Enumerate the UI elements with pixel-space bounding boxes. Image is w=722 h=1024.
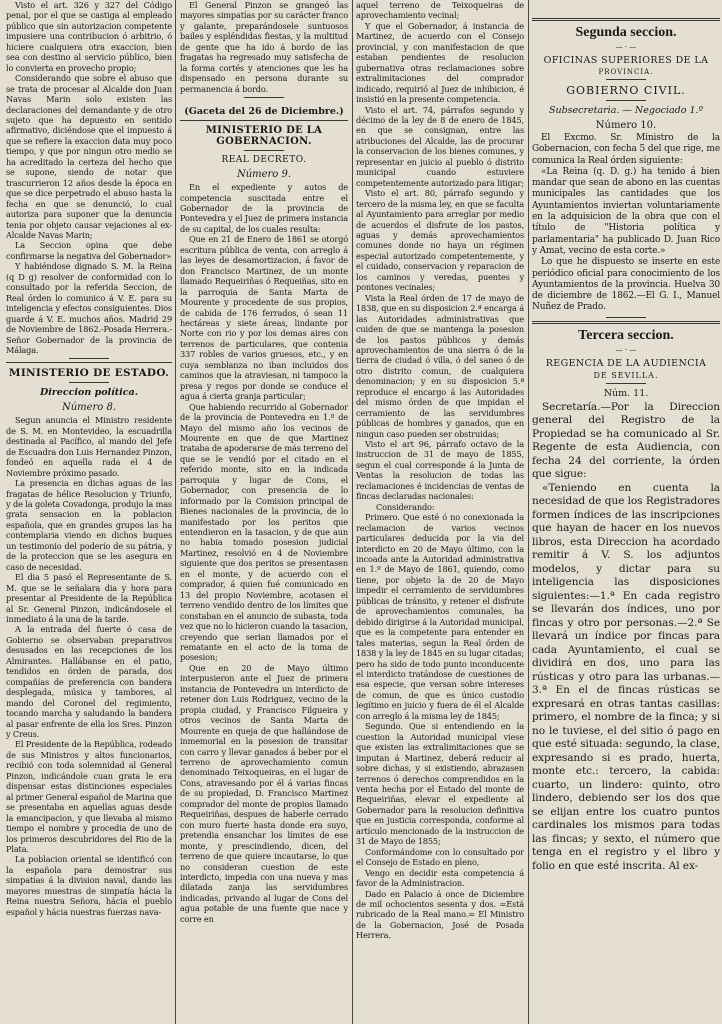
- column-divider: [528, 0, 529, 1024]
- paragraph: aquel terreno de Teixoqueiras de aprovechamiento vecinal;: [356, 0, 524, 21]
- paragraph: Visto el art 96, párrafo octavo de la instruccion de 31 de mayo de 1855, segun el cual corresponde á la Junta de Ventas la resolucion de todas las reclamaciones é incidencias de ventas de fincas declaradas nacionales:: [356, 439, 524, 502]
- paragraph: «Teniendo en cuenta la necesidad de que los Registradores formen índices de las inscripciones que hayan de hacer en los nuevos libros, esta Direccion ha acordado remitir á V. S. los adjuntos modelos, y dictar para su inteligencia las disposiciones siguientes:—1.ª En cada registro se llevarán dos índices, uno por fincas y otro por personas.—2.ª Se llevará un índice por fincas para cada Ayuntamiento, el cual se dividirá en dos, uno para las rústicas y otro para las urbanas.—3.ª En el de fincas rústicas se expresará en otras tantas casillas: primero, el nombre de la finca; y si no le tuviese, el del sitio ó pago en que esté situada: segundo, la clase, expresando si es prado, huerta, monte etc.: tercero, la cabida: cuarto, un lindero: quinto, otro lindero, debiendo ser los dos que se elijan entre los cuatro puntos cardinales los mismos para todas las fincas; y sexto, el número que tenga en el registro y el libro y folio en que esté inscrita. Al ex-: [532, 481, 720, 872]
- paragraph: La presencia en dichas aguas de las fragatas de hélice Resolucion y Triunfo, y de la goleta Covadonga, produjo la mas grata sensacion en la poblacion española, que en grandes grupos las ha contemplaria viendo en dichos buques un testimonio del poderío de su pátria, y de la proteccion que se les asegura en caso de necesidad.: [6, 478, 172, 572]
- subheading: REGENCIA DE LA AUDIENCIA: [545, 357, 707, 369]
- number-heading: Número 9.: [236, 169, 292, 181]
- paragraph: Conformándome con lo consultado por el Consejo de Estado en pleno,: [356, 846, 524, 868]
- column-divider: [175, 0, 176, 1024]
- paragraph: Lo que he dispuesto se inserte en este periódico oficial para conocimiento de los Ayuntamientos de la provincia. Huelva 30 de diciembre de 1862.—El G. I., Manuel Nuñez de Prado.: [532, 257, 720, 313]
- separator: [244, 97, 284, 98]
- paragraph: Dado en Palacio á once de Diciembre de mil ochocientos sesenta y dos. =Está rubricado de la Real mano.= El Ministro de la Gobernacion, José de Posada Herrera.: [356, 888, 524, 941]
- ornament: — · —: [615, 345, 637, 354]
- paragraph: Secretaría.—Por la Direccion general del Registro de la Propiedad se ha comunicado al Sr. Regente de esta Audiencia, con fecha 24 del corriente, la órden que sigue:: [532, 400, 720, 481]
- paragraph: Y que el Gobernador, á instancia de Martinez, de acuerdo con el Consejo provincial, y con manifestacion de que estaban pendientes de resolucion gubernativa otras reclamaciones sobre extralimitaciones del comprador indicado, requirió al Juez de inhibicion, é insistió en la presente competencia.: [356, 20, 524, 105]
- subheading: DE SEVILLA.: [593, 370, 659, 380]
- paragraph: La poblacion oriental se identificó con la española para demostrar sus simpatías á la division naval, dando las mayores muestras de simpatía hácia la Reina nuestra Señora, hácia el pueblo español y hácia nuestras fuerzas nava-: [6, 854, 172, 917]
- paragraph: El Presidente de la República, rodeado de sus Ministros y altos funcionarios, recibió con toda solemnidad al General Pinzon, indicándole cuan grata le era dispensar estas distinciones especiales al primer General español de Marina que se presentaba en aquellas aguas desde la emancipacion, y que llevaba al mismo tiempo el nombre y procedia de uno de los primeros descubridores del Rio de la Plata.: [6, 739, 172, 854]
- paragraph: Segundo. Que si entendiendo en la cuestion la Autoridad municipal viese que existen las extralimitaciones que se imputan á Martinez, deberá reducir al sobre dichas, y si existiendo, abrazasen terrenos ó derechos comprendidos en la venta hecha por el Estado del monte de Requeiriñas, elevar el expediente al Gobernador para la resolucion definitiva que en justicia corresponda, conforme al artículo mencionado de la instruccion de 31 de Mayo de 1855;: [356, 721, 524, 847]
- separator: [606, 100, 646, 101]
- subheading: OFICINAS SUPERIORES DE LA: [543, 55, 709, 66]
- number-heading: Núm. 11.: [603, 387, 649, 399]
- column-1: [6, 0, 172, 1024]
- paragraph: El dia 5 pasó el Representante de S. M. que se le señalara dia y hora para presentar al Presidente de la República al Sr. General Pinzon, indicándosele el inmediato á la una de la tarde.: [6, 572, 172, 625]
- separator: [69, 382, 109, 383]
- section-heading: MINISTERIO DE LA GOBERNACION.: [205, 125, 323, 148]
- subheading: PROVINCIA.: [598, 68, 654, 76]
- paragraph: A la entrada del fuerte ó casa de Gobierno se observaban preparativos desusados en las recepciones de los Almirantes. Hallábanse en el patio, tendidos en órden de parada, dos compañías de preferencia con bandera desplegada, música y tambores, al mando del Coronel del regimiento, tocando marcha y saludando la bandera al pasar enfrente de ella los Sres. Pinzon y Creus.: [6, 624, 172, 739]
- column-2: [180, 0, 348, 1024]
- separator: [244, 150, 284, 151]
- paragraph: Visto el art. 326 y 327 del Código penal, por el que se castiga al empleado público que sin autorizacion competente impusiere una contribucion ó arbitrio, ó hiciere cualquiera otra exaccion, bien sea con destino al servicio público, bien lo convierta en provecho propio;: [6, 0, 172, 73]
- section-heading: Tercera seccion.: [578, 327, 674, 343]
- paragraph: El General Pinzon se grangeó las mayores simpatías por su carácter franco y galante, preparándosele suntuosos bailes y espléndidas fiestas, y la multitud de gente que ha ido á bordo de las fragatas ha regresado muy satisfecha de la forma cortés y atenciones que les ha dispensado en persona durante su permanencia á bordo.: [180, 0, 348, 94]
- paragraph: En el expediente y autos de competencia suscitada entre el Gobernador de la provincia de Pontevedra y el Juez de primera instancia de su capital, de los cuales resulta:: [180, 182, 348, 234]
- separator: [180, 120, 348, 121]
- ornament: — · —: [615, 43, 637, 51]
- paragraph: El Excmo. Sr. Ministro de la Gobernacion, con fecha 5 del que rige, me comunica la Real órden siguiente:: [532, 133, 720, 166]
- subheading: GOBIERNO CIVIL.: [566, 84, 686, 97]
- paragraph: «La Reina (q. D. g.) ha tenido á bien mandar que sean de abono en las cuentas municipales las cantidades que los Ayuntamientos inviertan voluntariamente en la adquisicion de la obra que con el título de "Historia política y parlamentaria" ha publicado D. Juan Rico y Amat, vecino de esta corte.»: [532, 166, 720, 256]
- paragraph: Considerando:: [376, 501, 435, 512]
- paragraph: Vengo en decidir esta competencia á favor de la Administracion.: [356, 867, 524, 889]
- subheading: REAL DECRETO.: [221, 155, 307, 166]
- paragraph: Visto el art. 80, párrafo segundo y tercero de la misma ley, en que se faculta al Ayuntamiento para arreglar por medio de acuerdos el disfrute de los pastos, aguas y demás aprovechamientos comunes donde no haya un régimen especial autorizado competentemente, y el cuidado, conservacion y reparacion de los caminos y veredas, puentes y pontones vecinales;: [356, 188, 524, 293]
- section-heading: MINISTERIO DE ESTADO.: [8, 367, 170, 380]
- paragraph: Y habiéndose dignado S. M. la Reina (q D g) resolver de conformidad con lo consultado por la referida Seccion, de Real órden lo comunico á V. E. para su inteligencia y efectos consiguientes. Dios guarde á V. E. muchos años. Madrid 29 de Noviembre de 1862.-Posada Herrera.-Señor Gobernador de la provincia de Málaga.: [6, 261, 172, 355]
- column-divider: [352, 0, 353, 1024]
- paragraph: Vista la Real órden de 17 de mayo de 1838, que en su disposicion 2.ª encarga á las Autoridades administrativas que cuiden de que se mantenga la posesion de los pastos públicos y demás aprovechamientos de una sierra ó de la tierra de ciudad ó villa, ó del saneo ó de otro distrito comun, de cualquiera denominacion; y en su disposicion 5.ª reproduce el encargo á las Autoridades del mismo órden de que impidan el cerramiento de las servidumbres públicas de hombres y ganados, que en ningun caso pueden ser obstruidas;: [356, 292, 524, 439]
- subheading: Subsecretaria. — Negociado 1.º: [548, 105, 704, 116]
- number-heading: Número 10.: [595, 120, 657, 131]
- separator: [606, 317, 646, 318]
- paragraph: Visto el art. 74, párrafos segundo y décimo de la ley de 8 de enero de 1845, en que se consignan, entre las atribuciones del Alcalde, las de procurar la conservacion de los bienes comunes, y representar en juicio al pueblo ó distrito municipal cuando estuviere competentemente autorizado para litigar;: [356, 104, 524, 188]
- gazette-date: (Gaceta del 26 de Diciembre.): [184, 106, 344, 118]
- section-heading: Segunda seccion.: [575, 25, 677, 40]
- separator: [532, 321, 720, 324]
- column-4: [532, 0, 720, 1024]
- paragraph: Que en 21 de Enero de 1861 se otorgó escritura pública de venta, con arreglo á las leyes de desamortizacion, á favor de don Francisco Martinez, de un monte llamado Requeiriñas ó Requeiñas, sito en la parroquia de Santa Marta de Mourente y procedente de sus propios, de cabida de 176 ferrados, ó sean 11 hectáreas y siete áreas, lindante por Norte con rio y por los demas aires con terrenos de particulares, que contenia 337 robles de varios gruesos, etc., y en cuya semblanza no iban incluidos dos caminos que la atraviesan, ni tampoco la presa y regos por donde se conduce el agua á cierta granja particular;: [180, 234, 348, 402]
- paragraph: Que habiendo recurrido al Gobernador de la provincia de Pontevedra en 1.º de Mayo del mismo año los vecinos de Mourente en que de que Martinez trataba de apoderarse de más terreno del que se le vendió por el citado en el referido monte, sito en la indicada parroquia y lugar de Cons, el Gobernador, con presencia de lo informado por la Comision principal de Bienes nacionales de la provincia, de lo manifestado por los peritos que entendieron en la tasacion, y de que aun no habia tomado posesion judicial Martinez, resolvió en 4 de Noviembre siguiente que dos peritos se presentasen en el monte, y de acuerdo con el comprador, á quien fué comunicado en 13 del propio Noviembre, acotasen el terreno vendido dentro de los límites que constaban en el anuncio de subasta, toda vez que no lo hicieron cuando la tasacion, creyendo que serian llamados por el rematante en el acto de la toma de posesion;: [180, 401, 348, 663]
- separator: [69, 358, 109, 359]
- separator: [532, 18, 720, 21]
- separator: [606, 383, 646, 384]
- number-heading: Número 8.: [61, 402, 117, 414]
- paragraph: Que en 20 de Mayo último interpusieron ante el Juez de primera instancia de Pontevedra un interdicto de retener don Luis Rodriguez, vecino de la propia ciudad, y Francisco Filgueira y otros vecinos de Santa Marta de Mourente en queja de que hallándose de inmemorial en la posesion de transitar con carro y llevar ganados á beber por el terreno de aprovechamiento comun denominado Teixoqueiras, en el lugar de Cons, atravesando por él á varias fincas de su propiedad, D. Francisco Martinez comprador del monte de propios llamado Requeiriñas, despues de haberle cerrado con muro fuerte hasta donde era suyo, pretendia ensanchar los límites de ese monte, y prescindiendo, dicen, del terreno de que quiere incautarse, lo que no consideran cuestion de este interdicto, impedia con una nueva y mas dilatada zanja las servidumbres indicadas, privando al lugar de Cons del agua potable de una fuente que nace y corre en: [180, 662, 348, 924]
- subheading: Direccion política.: [39, 387, 139, 399]
- separator: [606, 79, 646, 80]
- paragraph: Primero. Que esté ó no conexionada la reclamacion de varios vecinos particulares deducida por la via del interdicto en 20 de Mayo último, con la incoada ante la Autoridad administrativa en 1.º de Mayo de 1861, quiendo, como tiene, por objeto la de 20 de Mayo impedir el cerramiento de servidumbres públicas de tránsito, y retener el disfrute de aprovechamientos comunales, ha debido dirigirse á la Autoridad municipal, que es la competente para entender en tales materias, segun la Real órden de 1838 y la ley de 1845 en su lugar citadas; pero ha sido de todo punto inconducente el interdicto tratándose de cuestiones de esa especie, que versan sobre intereses de comun, de que es único custodio legítimo en juicio y fuera de él el Alcalde con arreglo á la misma ley de 1845;: [356, 512, 524, 721]
- paragraph: Segun anuncia el Ministro residente de S. M. en Montevideo, la escuadrilla destinada al Pacífico, al mando del Jefe de Escuadra don Luis Hernandez Pinzon, fondeó en aquella rada el 4 de Noviembre próximo pasado.: [6, 415, 172, 478]
- paragraph: La Seccion opina que debe confirmarse la negativa del Gobernador»: [6, 240, 172, 261]
- column-3: [356, 0, 524, 1024]
- paragraph: Considerando que sobre el abuso que se trata de procesar al Alcalde don Juan Navas Marin solo existen las declaraciones del demandante y de otro sujeto que ha depuesto en sentido afirmativo, diciéndose que el impuesto á que se refiere la exaccion data muy poco tiempo, y que por ningun otro medio se ha acreditado la certeza del hecho que se supone, siendo de notar que trascurrieron 12 años desde la época en que se dice perpetrado el abuso hasta la fecha en que se denunció, lo cual autoriza para suponer que la denuncia tenia por objeto causar vejaciones al ex-Alcalde Navas Marin;: [6, 73, 172, 240]
- separator: [6, 362, 172, 363]
